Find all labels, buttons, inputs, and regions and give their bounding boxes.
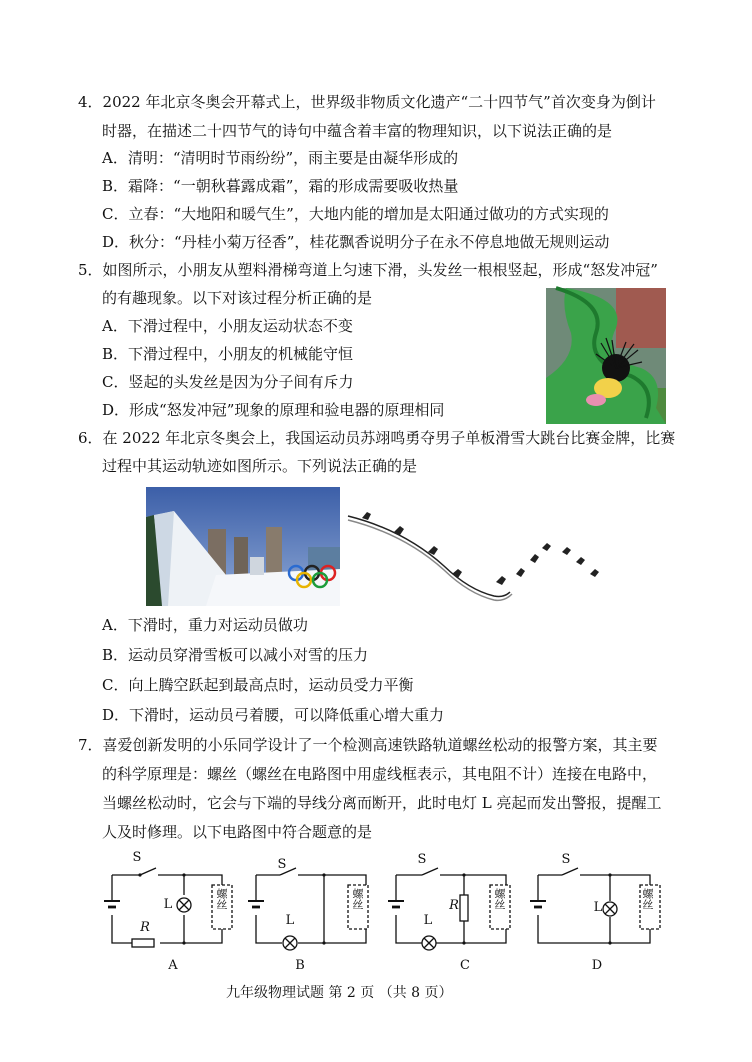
page-footer: 九年级物理试题 第 2 页 （共 8 页） <box>226 985 453 1001</box>
q5-option-a: A．下滑过程中，小朋友运动状态不变 <box>102 317 353 335</box>
circuit-b-label: B <box>295 958 305 973</box>
q7-stem-line-1: 7．喜爱创新发明的小乐同学设计了一个检测高速铁路轨道螺丝松动的报警方案，其主要 <box>78 736 658 754</box>
q7-stem-line-3: 当螺丝松动时，它会与下端的导线分离而断开，此时电灯 L 亮起而发出警报，提醒工 <box>102 794 662 812</box>
q5-stem-line-2: 的有趣现象。以下对该过程分析正确的是 <box>102 289 373 307</box>
q4-option-b: B．霜降：“一朝秋暮露成霜”，霜的形成需要吸收热量 <box>102 177 459 195</box>
circuit-d-lamp-label: L <box>593 900 603 915</box>
circuit-c-switch-label: S <box>417 852 427 867</box>
circuit-b-switch-label: S <box>277 857 287 872</box>
q7-stem-line-2: 的科学原理是：螺丝（螺丝在电路图中用虚线框表示，其电阻不计）连接在电路中， <box>102 765 658 783</box>
circuit-b-screw-label: 螺丝 <box>351 888 364 910</box>
trajectory-diagram <box>344 508 606 600</box>
q5-option-d: D．形成“怒发冲冠”现象的原理和验电器的原理相同 <box>102 401 445 419</box>
q7-stem-line-4: 人及时修理。以下电路图中符合题意的是 <box>102 823 373 841</box>
circuit-c-label: C <box>460 958 470 973</box>
slide-photo <box>546 288 666 424</box>
big-air-photo <box>146 487 340 606</box>
q4-stem-line-2: 时器，在描述二十四节气的诗句中蕴含着丰富的物理知识，以下说法正确的是 <box>102 122 613 140</box>
circuit-a-resistor-label: R <box>140 920 150 935</box>
circuit-a-switch-label: S <box>132 850 142 865</box>
q5-stem-line-1: 5．如图所示，小朋友从塑料滑梯弯道上匀速下滑，头发丝一根根竖起，形成“怒发冲冠” <box>78 261 658 279</box>
q4-option-c: C．立春：“大地阳和暖气生”，大地内能的增加是太阳通过做功的方式实现的 <box>102 205 609 223</box>
q6-option-b: B．运动员穿滑雪板可以减小对雪的压力 <box>102 646 369 664</box>
circuit-c-resistor-label: R <box>449 898 459 913</box>
q6-stem-line-1: 6．在 2022 年北京冬奥会上，我国运动员苏翊鸣勇夺男子单板滑雪大跳台比赛金牌，比赛 <box>78 429 676 447</box>
q4-option-a: A．清明：“清明时节雨纷纷”，雨主要是由凝华形成的 <box>102 149 459 167</box>
q6-option-a: A．下滑时，重力对运动员做功 <box>102 616 308 634</box>
circuit-a-lamp-label: L <box>163 897 173 912</box>
q5-option-b: B．下滑过程中，小朋友的机械能守恒 <box>102 345 354 363</box>
circuit-b-lamp-label: L <box>285 913 295 928</box>
circuit-c-screw-label: 螺丝 <box>493 888 506 910</box>
circuit-d-switch-label: S <box>561 852 571 867</box>
q6-option-c: C．向上腾空跃起到最高点时，运动员受力平衡 <box>102 676 414 694</box>
circuit-c-lamp-label: L <box>423 913 433 928</box>
circuit-d-screw-label: 螺丝 <box>641 888 654 910</box>
q6-stem-line-2: 过程中其运动轨迹如图所示。下列说法正确的是 <box>102 457 418 475</box>
q4-stem-line-1: 4．2022 年北京冬奥会开幕式上，世界级非物质文化遗产“二十四节气”首次变身为倒计 <box>78 93 656 111</box>
q6-option-d: D．下滑时，运动员弓着腰，可以降低重心增大重力 <box>102 706 445 724</box>
q5-option-c: C．竖起的头发丝是因为分子间有斥力 <box>102 373 354 391</box>
q4-option-d: D．秋分：“丹桂小菊万径香”，桂花飘香说明分子在永不停息地做无规则运动 <box>102 233 610 251</box>
circuit-a-screw-label: 螺丝 <box>215 888 228 910</box>
skier-figures-icon <box>362 512 599 585</box>
circuit-a-label: A <box>168 958 178 973</box>
circuit-d-label: D <box>591 958 603 973</box>
